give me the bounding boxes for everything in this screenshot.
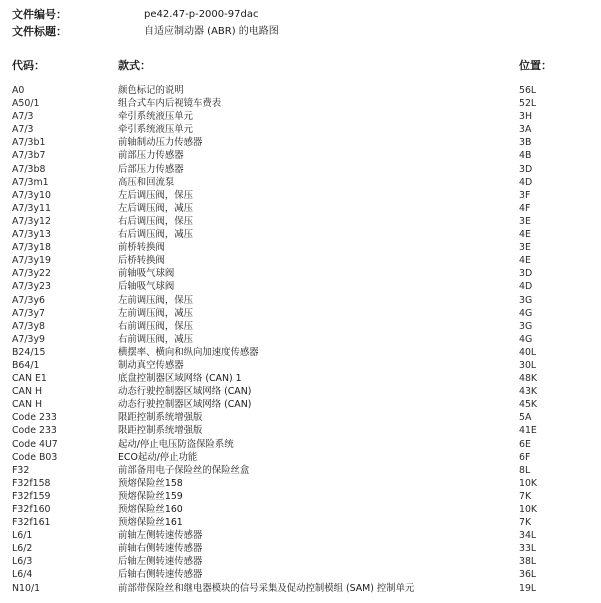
component-location: 30L — [519, 359, 537, 371]
component-description: 前轴右侧转速传感器 — [118, 543, 203, 555]
component-description: 预熔保险丝158 — [118, 477, 183, 489]
component-description: 后轴吸气球阀 — [118, 281, 175, 293]
component-location: 4E — [519, 255, 531, 267]
table-row — [12, 254, 592, 267]
component-location: 3D — [519, 268, 533, 280]
component-description: 左前调压阀，减压 — [118, 307, 194, 319]
component-code: F32 — [12, 464, 30, 476]
doc-title-label: 文件标题： — [12, 25, 67, 38]
doc-title-value: 自适应制动器 (ABR) 的电路图 — [144, 26, 279, 37]
component-code: A7/3y8 — [12, 320, 46, 332]
doc-number-value: pe42.47-p-2000-97dac — [144, 9, 259, 20]
component-table — [12, 84, 592, 595]
component-location: 4D — [519, 281, 533, 293]
table-row — [12, 267, 592, 280]
component-code: CAN E1 — [12, 373, 47, 385]
component-description: 牵引系统液压单元 — [118, 124, 194, 136]
component-code: Code 233 — [12, 412, 57, 424]
component-code: CAN H — [12, 386, 43, 398]
component-code: A50/1 — [12, 98, 40, 110]
component-location: 3E — [519, 242, 531, 254]
table-row — [12, 294, 592, 307]
component-location: 3B — [519, 137, 532, 149]
table-row — [12, 424, 592, 437]
component-location: 4B — [519, 150, 532, 162]
component-code: F32f160 — [12, 504, 51, 515]
table-row — [12, 97, 592, 110]
table-row — [12, 464, 592, 477]
component-code: A0 — [12, 85, 25, 96]
table-row — [12, 359, 592, 372]
component-code: A7/3y18 — [12, 242, 51, 254]
component-description: 后桥转换阀 — [118, 255, 165, 267]
component-code: N10/1 — [12, 582, 41, 594]
component-description: 限距控制系统增强版 — [118, 412, 203, 424]
component-location: 40L — [519, 346, 537, 358]
component-description: 动态行驶控制器区域网络 (CAN) — [118, 386, 252, 398]
component-location: 33L — [519, 543, 537, 555]
table-row — [12, 84, 592, 97]
component-code: L6/4 — [12, 569, 33, 581]
component-description: 左后调压阀，减压 — [118, 202, 194, 214]
table-row — [12, 438, 592, 451]
component-location: 4G — [519, 333, 533, 345]
component-location: 19L — [519, 582, 537, 594]
table-row — [12, 568, 592, 581]
component-description: 预熔保险丝159 — [118, 490, 183, 502]
component-description: 右后调压阀，减压 — [118, 229, 194, 241]
component-location: 56L — [519, 85, 537, 96]
component-location: 4E — [519, 229, 531, 241]
component-location: 52L — [519, 98, 537, 110]
table-row — [12, 320, 592, 333]
component-code: A7/3y19 — [12, 255, 51, 267]
table-row — [12, 398, 592, 411]
component-description: 左前调压阀，保压 — [118, 294, 194, 306]
table-row — [12, 542, 592, 555]
component-code: A7/3y7 — [12, 307, 46, 319]
table-row — [12, 451, 592, 464]
component-description: 高压和回流泵 — [118, 176, 175, 188]
component-location: 38L — [519, 556, 537, 568]
component-location: 34L — [519, 530, 537, 542]
component-code: A7/3 — [12, 124, 34, 136]
component-description: 限距控制系统增强版 — [118, 425, 203, 437]
component-description: 后部压力传感器 — [118, 163, 184, 175]
component-location: 45K — [519, 399, 538, 411]
component-location: 3H — [519, 111, 533, 123]
component-description: 牵引系统液压单元 — [118, 111, 194, 123]
table-row — [12, 189, 592, 202]
table-row — [12, 228, 592, 241]
table-row — [12, 477, 592, 490]
component-code: A7/3y6 — [12, 294, 46, 306]
component-location: 41E — [519, 425, 537, 437]
component-code: L6/1 — [12, 530, 33, 542]
component-location: 3D — [519, 163, 533, 175]
component-code: Code B03 — [12, 451, 58, 463]
component-location: 7K — [519, 517, 532, 529]
table-row — [12, 202, 592, 215]
component-description: 颜色标记的说明 — [118, 85, 184, 96]
component-code: L6/2 — [12, 543, 33, 555]
component-code: A7/3y13 — [12, 229, 51, 241]
table-row — [12, 110, 592, 123]
component-code: L6/3 — [12, 556, 33, 568]
table-row — [12, 503, 592, 516]
component-location: 8L — [519, 464, 531, 476]
component-description: 后轴左侧转速传感器 — [118, 556, 203, 568]
component-code: A7/3y10 — [12, 189, 51, 201]
component-code: A7/3b8 — [12, 163, 46, 175]
table-row — [12, 176, 592, 189]
component-code: B64/1 — [12, 359, 40, 371]
component-description: 左后调压阀，保压 — [118, 189, 194, 201]
component-location: 3E — [519, 215, 531, 227]
component-description: 预熔保险丝160 — [118, 504, 183, 515]
component-code: F32f161 — [12, 517, 51, 529]
component-code: A7/3b7 — [12, 150, 46, 162]
table-row — [12, 582, 592, 595]
component-code: F32f158 — [12, 477, 51, 489]
component-code: B24/15 — [12, 346, 46, 358]
component-code: CAN H — [12, 399, 43, 411]
component-location: 6E — [519, 438, 531, 450]
component-location: 6F — [519, 451, 531, 463]
component-description: 后轴右侧转速传感器 — [118, 569, 203, 581]
table-row — [12, 333, 592, 346]
component-description: 横摆率、横向和纵向加速度传感器 — [118, 346, 259, 358]
table-row — [12, 411, 592, 424]
component-code: A7/3y22 — [12, 268, 51, 280]
table-row — [12, 490, 592, 503]
component-description: 预熔保险丝161 — [118, 517, 183, 529]
component-location: 10K — [519, 504, 538, 515]
component-description: 前轴左侧转速传感器 — [118, 530, 203, 542]
component-code: A7/3y9 — [12, 333, 46, 345]
component-description: 前轴吸气球阀 — [118, 268, 175, 280]
component-description: 起动/停止电压防盗保险系统 — [118, 438, 234, 450]
table-row — [12, 280, 592, 293]
component-description: 前部带保险丝和继电器模块的信号采集及促动控制模组 (SAM) 控制单元 — [118, 582, 415, 594]
component-code: A7/3m1 — [12, 176, 49, 188]
table-row — [12, 346, 592, 359]
table-row — [12, 136, 592, 149]
component-code: F32f159 — [12, 490, 51, 502]
component-description: 右前调压阀，保压 — [118, 320, 194, 332]
component-description: 组合式车内后视镜车费表 — [118, 98, 222, 110]
table-row — [12, 307, 592, 320]
component-location: 4G — [519, 307, 533, 319]
component-description: 前部压力传感器 — [118, 150, 184, 162]
table-row — [12, 385, 592, 398]
table-row — [12, 516, 592, 529]
table-row — [12, 241, 592, 254]
component-location: 3A — [519, 124, 532, 136]
component-location: 43K — [519, 386, 538, 398]
component-code: A7/3 — [12, 111, 34, 123]
component-location: 48K — [519, 373, 538, 385]
component-code: A7/3y11 — [12, 202, 51, 214]
table-row — [12, 149, 592, 162]
component-location: 4D — [519, 176, 533, 188]
table-row — [12, 215, 592, 228]
component-description: 前部备用电子保险丝的保险丝盒 — [118, 464, 250, 476]
table-row — [12, 123, 592, 136]
component-description: 右后调压阀，保压 — [118, 215, 194, 227]
component-location: 10K — [519, 477, 538, 489]
component-location: 36L — [519, 569, 537, 581]
component-code: Code 4U7 — [12, 438, 58, 450]
component-description: 底盘控制器区域网络 (CAN) 1 — [118, 373, 242, 385]
column-header-code: 代码： — [12, 59, 45, 72]
component-location: 5A — [519, 412, 532, 424]
table-row — [12, 163, 592, 176]
component-location: 3F — [519, 189, 531, 201]
component-code: A7/3y23 — [12, 281, 51, 293]
component-location: 3G — [519, 294, 533, 306]
component-description: 前轴制动压力传感器 — [118, 137, 203, 149]
column-header-location: 位置： — [519, 59, 552, 72]
component-location: 3G — [519, 320, 533, 332]
component-description: 制动真空传感器 — [118, 359, 184, 371]
component-location: 7K — [519, 490, 532, 502]
component-description: 前桥转换阀 — [118, 242, 165, 254]
doc-number-label: 文件编号： — [12, 8, 67, 21]
component-location: 4F — [519, 202, 531, 214]
component-description: ECO起动/停止功能 — [118, 451, 198, 463]
component-description: 右前调压阀，减压 — [118, 333, 194, 345]
table-row — [12, 372, 592, 385]
table-row — [12, 529, 592, 542]
table-row — [12, 555, 592, 568]
component-code: A7/3y12 — [12, 215, 51, 227]
component-description: 动态行驶控制器区域网络 (CAN) — [118, 399, 252, 411]
column-header-text: 款式： — [118, 59, 151, 72]
component-code: Code 233 — [12, 425, 57, 437]
component-code: A7/3b1 — [12, 137, 46, 149]
